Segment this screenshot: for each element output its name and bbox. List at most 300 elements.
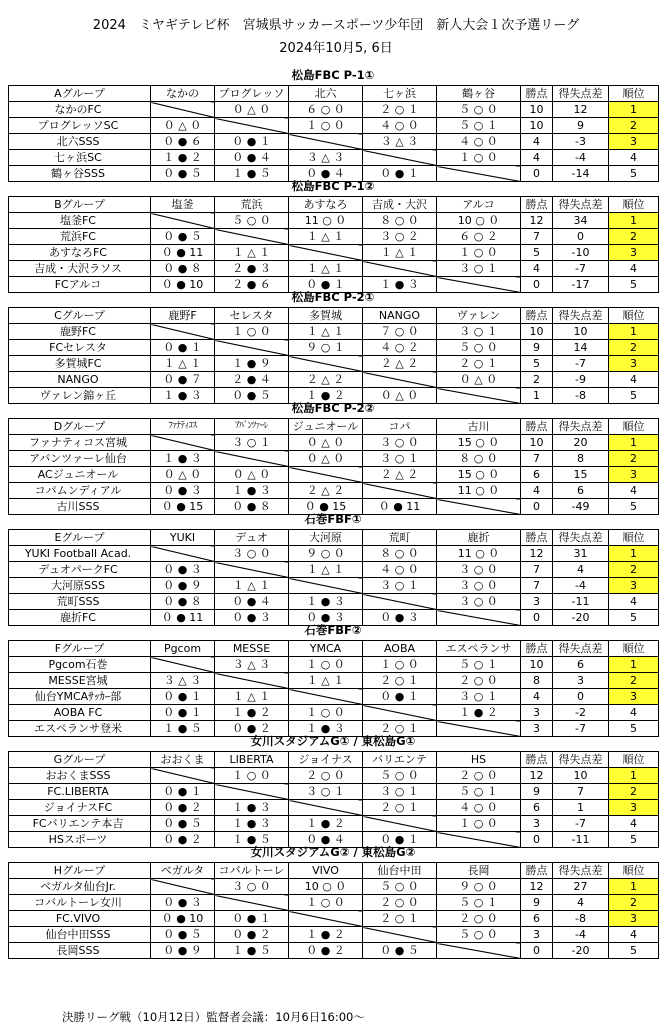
score-cell: ３ ○ １ bbox=[437, 324, 521, 340]
diff-cell: 12 bbox=[553, 102, 609, 118]
table-row bbox=[9, 705, 659, 721]
diff-cell: -17 bbox=[553, 277, 609, 293]
score-cell: ４ ○ ２ bbox=[363, 340, 437, 356]
diff-cell: -8 bbox=[553, 388, 609, 404]
score-cell: ２ ○ １ bbox=[363, 673, 437, 689]
diff-header: 得失点差 bbox=[553, 419, 609, 435]
self-match-cell bbox=[289, 134, 363, 150]
table-header-row bbox=[9, 197, 659, 213]
team-name: エスペランサ登米 bbox=[9, 721, 151, 737]
points-cell: 0 bbox=[521, 832, 553, 848]
rank-cell: 5 bbox=[609, 388, 659, 404]
score-cell: ５ ○ ０ bbox=[437, 927, 521, 943]
score-cell: ０ ● １ bbox=[215, 911, 289, 927]
score-cell: ０ ● ４ bbox=[215, 594, 289, 610]
score-cell: １ △ １ bbox=[215, 245, 289, 261]
team-name: ジョイナスFC bbox=[9, 800, 151, 816]
score-cell: ４ ○ ０ bbox=[437, 134, 521, 150]
rank-cell: 2 bbox=[609, 451, 659, 467]
venue-title: 松島FBC P-1① bbox=[291, 68, 375, 82]
score-cell: ０ ● ２ bbox=[289, 943, 363, 959]
rank-header: 順位 bbox=[609, 752, 659, 768]
score-cell: ５ ○ １ bbox=[437, 657, 521, 673]
diff-cell: -49 bbox=[553, 499, 609, 515]
score-cell: ０ ● ９ bbox=[151, 578, 215, 594]
score-cell: ５ ○ １ bbox=[437, 895, 521, 911]
opponent-header: ﾌｧﾅﾃｨｺｽ bbox=[151, 419, 215, 435]
diff-cell: -7 bbox=[553, 261, 609, 277]
score-cell: ８ ○ ０ bbox=[437, 451, 521, 467]
venue-title: 松島FBC P-2② bbox=[291, 401, 375, 415]
score-cell: ０ ● １ bbox=[151, 705, 215, 721]
score-cell: ０ ● ３ bbox=[215, 610, 289, 626]
points-header: 勝点 bbox=[521, 863, 553, 879]
opponent-header: 長岡 bbox=[437, 863, 521, 879]
opponent-header: 鹿野F bbox=[151, 308, 215, 324]
team-name: FC.LIBERTA bbox=[9, 784, 151, 800]
opponent-header: 鹿折 bbox=[437, 530, 521, 546]
score-cell: ３ ○ ２ bbox=[363, 229, 437, 245]
score-cell: ０ ● ４ bbox=[289, 832, 363, 848]
points-cell: 6 bbox=[521, 467, 553, 483]
table-header-row bbox=[9, 86, 659, 102]
score-cell: ５ ○ ０ bbox=[363, 768, 437, 784]
opponent-header: 荒浜 bbox=[215, 197, 289, 213]
table-row bbox=[9, 134, 659, 150]
points-cell: 12 bbox=[521, 768, 553, 784]
team-name: ヴァレン錦ヶ丘 bbox=[9, 388, 151, 404]
score-cell: ２ ● ４ bbox=[215, 372, 289, 388]
team-name: NANGO bbox=[9, 372, 151, 388]
score-cell: ０ ● ６ bbox=[151, 134, 215, 150]
diff-cell: 7 bbox=[553, 784, 609, 800]
score-cell: ３ △ ３ bbox=[151, 673, 215, 689]
diff-header: 得失点差 bbox=[553, 530, 609, 546]
table-row bbox=[9, 784, 659, 800]
score-cell: １ △ １ bbox=[289, 673, 363, 689]
rank-cell: 1 bbox=[609, 435, 659, 451]
self-match-cell bbox=[151, 546, 215, 562]
rank-header: 順位 bbox=[609, 419, 659, 435]
score-cell: ９ ○ １ bbox=[289, 340, 363, 356]
points-cell: 9 bbox=[521, 340, 553, 356]
rank-header: 順位 bbox=[609, 863, 659, 879]
score-cell: ３ ○ ０ bbox=[437, 578, 521, 594]
score-cell: ５ ○ ０ bbox=[437, 340, 521, 356]
score-cell: １ ○ ０ bbox=[363, 657, 437, 673]
rank-cell: 4 bbox=[609, 816, 659, 832]
score-cell: １ ○ ０ bbox=[289, 895, 363, 911]
table-row bbox=[9, 689, 659, 705]
self-match-cell bbox=[151, 657, 215, 673]
opponent-header: 七ヶ浜 bbox=[363, 86, 437, 102]
self-match-cell bbox=[151, 213, 215, 229]
score-cell: ３ △ ３ bbox=[215, 657, 289, 673]
self-match-cell bbox=[215, 118, 289, 134]
score-cell: １ ● ５ bbox=[215, 832, 289, 848]
score-cell: ６ ○ ０ bbox=[289, 102, 363, 118]
opponent-header: NANGO bbox=[363, 308, 437, 324]
score-cell: ２ ○ ０ bbox=[363, 895, 437, 911]
score-cell: ０ △ ０ bbox=[151, 118, 215, 134]
group-table bbox=[8, 529, 659, 626]
score-cell: ３ ○ １ bbox=[289, 784, 363, 800]
score-cell: ５ ○ １ bbox=[437, 784, 521, 800]
self-match-cell bbox=[215, 340, 289, 356]
self-match-cell bbox=[215, 673, 289, 689]
venue-title: 松島FBC P-1② bbox=[291, 179, 375, 193]
opponent-header: 塩釜 bbox=[151, 197, 215, 213]
diff-header: 得失点差 bbox=[553, 641, 609, 657]
points-cell: 10 bbox=[521, 102, 553, 118]
diff-cell: 0 bbox=[553, 689, 609, 705]
team-name: 荒浜FC bbox=[9, 229, 151, 245]
rank-cell: 1 bbox=[609, 657, 659, 673]
score-cell: ０ ● １ bbox=[363, 689, 437, 705]
self-match-cell bbox=[151, 768, 215, 784]
table-row bbox=[9, 816, 659, 832]
score-cell: ６ ○ ２ bbox=[437, 229, 521, 245]
team-name: コバルトーレ女川 bbox=[9, 895, 151, 911]
team-name: 塩釜FC bbox=[9, 213, 151, 229]
table-row bbox=[9, 118, 659, 134]
team-name: 長岡SSS bbox=[9, 943, 151, 959]
rank-cell: 4 bbox=[609, 261, 659, 277]
table-header-row bbox=[9, 530, 659, 546]
points-header: 勝点 bbox=[521, 197, 553, 213]
rank-cell: 2 bbox=[609, 784, 659, 800]
diff-cell: 10 bbox=[553, 324, 609, 340]
score-cell: １ ● ２ bbox=[289, 816, 363, 832]
table-row bbox=[9, 467, 659, 483]
score-cell: １ △ １ bbox=[215, 689, 289, 705]
score-cell: １ ● ３ bbox=[215, 800, 289, 816]
points-cell: 2 bbox=[521, 372, 553, 388]
score-cell: ０ ● １ bbox=[363, 166, 437, 182]
points-cell: 8 bbox=[521, 673, 553, 689]
table-row bbox=[9, 102, 659, 118]
score-cell: ０ ● ５ bbox=[363, 943, 437, 959]
opponent-header: なかの bbox=[151, 86, 215, 102]
score-cell: ２ ○ １ bbox=[363, 721, 437, 737]
rank-cell: 5 bbox=[609, 721, 659, 737]
score-cell: ３ ○ １ bbox=[437, 689, 521, 705]
rank-cell: 3 bbox=[609, 467, 659, 483]
score-cell: ３ ○ １ bbox=[363, 578, 437, 594]
opponent-header: ｱﾊﾞﾝﾂｧｰﾚ bbox=[215, 419, 289, 435]
score-cell: 11 ○ ０ bbox=[289, 213, 363, 229]
rank-cell: 2 bbox=[609, 340, 659, 356]
points-cell: 3 bbox=[521, 721, 553, 737]
rank-cell: 5 bbox=[609, 610, 659, 626]
opponent-header: YUKI bbox=[151, 530, 215, 546]
diff-cell: 6 bbox=[553, 483, 609, 499]
points-header: 勝点 bbox=[521, 419, 553, 435]
score-cell: ０ ● ２ bbox=[215, 721, 289, 737]
diff-cell: -7 bbox=[553, 816, 609, 832]
table-row bbox=[9, 911, 659, 927]
table-row bbox=[9, 562, 659, 578]
points-cell: 4 bbox=[521, 134, 553, 150]
team-name: あすなろFC bbox=[9, 245, 151, 261]
opponent-header: 吉成・大沢 bbox=[363, 197, 437, 213]
team-name: コパムンディアル bbox=[9, 483, 151, 499]
score-cell: ０ ● １ bbox=[289, 277, 363, 293]
table-row bbox=[9, 213, 659, 229]
opponent-header: 多賀城 bbox=[289, 308, 363, 324]
score-cell: ０ △ ０ bbox=[151, 467, 215, 483]
score-cell: １ ○ ０ bbox=[289, 657, 363, 673]
points-cell: 5 bbox=[521, 245, 553, 261]
score-cell: １ ● ３ bbox=[215, 816, 289, 832]
opponent-header: 大河原 bbox=[289, 530, 363, 546]
rank-cell: 3 bbox=[609, 911, 659, 927]
group-table bbox=[8, 862, 659, 959]
footer-note: 決勝リーグ戦（10月12日）監督者会議：10月6日16:00～ bbox=[62, 1010, 365, 1024]
score-cell: １ ● ２ bbox=[289, 388, 363, 404]
diff-header: 得失点差 bbox=[553, 86, 609, 102]
score-cell: ３ △ ３ bbox=[289, 150, 363, 166]
opponent-header: プログレッソ bbox=[215, 86, 289, 102]
score-cell: ０ △ ０ bbox=[215, 467, 289, 483]
team-name: 大河原SSS bbox=[9, 578, 151, 594]
self-match-cell bbox=[363, 150, 437, 166]
opponent-header: 仙台中田 bbox=[363, 863, 437, 879]
table-row bbox=[9, 372, 659, 388]
team-name: AOBA FC bbox=[9, 705, 151, 721]
score-cell: １ ○ ０ bbox=[215, 768, 289, 784]
venue-title: 石巻FBF① bbox=[304, 512, 362, 526]
score-cell: ０ ● ５ bbox=[151, 927, 215, 943]
team-name: FC.VIVO bbox=[9, 911, 151, 927]
score-cell: 10 ○ ０ bbox=[437, 213, 521, 229]
table-header-row bbox=[9, 419, 659, 435]
score-cell: 10 ○ ０ bbox=[289, 879, 363, 895]
team-name: FCアルコ bbox=[9, 277, 151, 293]
score-cell: ０ ● ３ bbox=[151, 483, 215, 499]
score-cell: 15 ○ ０ bbox=[437, 435, 521, 451]
points-header: 勝点 bbox=[521, 641, 553, 657]
self-match-cell bbox=[363, 927, 437, 943]
diff-cell: -11 bbox=[553, 832, 609, 848]
diff-cell: 31 bbox=[553, 546, 609, 562]
opponent-header: AOBA bbox=[363, 641, 437, 657]
rank-cell: 1 bbox=[609, 879, 659, 895]
score-cell: ０ ● 11 bbox=[151, 610, 215, 626]
self-match-cell bbox=[363, 372, 437, 388]
diff-cell: -20 bbox=[553, 610, 609, 626]
score-cell: ２ △ ２ bbox=[289, 372, 363, 388]
rank-cell: 4 bbox=[609, 594, 659, 610]
score-cell: ４ ○ ０ bbox=[437, 800, 521, 816]
score-cell: ８ ○ ０ bbox=[363, 213, 437, 229]
diff-header: 得失点差 bbox=[553, 863, 609, 879]
rank-header: 順位 bbox=[609, 197, 659, 213]
points-cell: 4 bbox=[521, 150, 553, 166]
table-row bbox=[9, 229, 659, 245]
team-name: ACジュニオール bbox=[9, 467, 151, 483]
diff-cell: -11 bbox=[553, 594, 609, 610]
diff-cell: 3 bbox=[553, 673, 609, 689]
opponent-header: LIBERTA bbox=[215, 752, 289, 768]
score-cell: １ ● ３ bbox=[289, 721, 363, 737]
points-cell: 12 bbox=[521, 879, 553, 895]
self-match-cell bbox=[215, 229, 289, 245]
score-cell: ０ ● 11 bbox=[363, 499, 437, 515]
rank-cell: 5 bbox=[609, 277, 659, 293]
self-match-cell bbox=[363, 816, 437, 832]
table-row bbox=[9, 800, 659, 816]
score-cell: ０ ● ３ bbox=[151, 895, 215, 911]
team-name: 仙台中田SSS bbox=[9, 927, 151, 943]
table-row bbox=[9, 245, 659, 261]
points-cell: 3 bbox=[521, 705, 553, 721]
score-cell: ０ △ ０ bbox=[289, 435, 363, 451]
opponent-header: 荒町 bbox=[363, 530, 437, 546]
rank-cell: 2 bbox=[609, 118, 659, 134]
score-cell: １ ○ ０ bbox=[437, 245, 521, 261]
rank-cell: 4 bbox=[609, 150, 659, 166]
table-header-row bbox=[9, 308, 659, 324]
score-cell: ３ ○ ０ bbox=[215, 879, 289, 895]
score-cell: ０ ● １ bbox=[151, 340, 215, 356]
points-cell: 4 bbox=[521, 689, 553, 705]
points-cell: 7 bbox=[521, 229, 553, 245]
table-header-row bbox=[9, 752, 659, 768]
opponent-header: ベガルタ bbox=[151, 863, 215, 879]
rank-cell: 2 bbox=[609, 673, 659, 689]
score-cell: ０ ● ２ bbox=[151, 800, 215, 816]
diff-cell: 34 bbox=[553, 213, 609, 229]
team-name: FCバリエンテ本吉 bbox=[9, 816, 151, 832]
points-cell: 7 bbox=[521, 451, 553, 467]
diff-cell: 20 bbox=[553, 435, 609, 451]
opponent-header: 鶴ヶ谷 bbox=[437, 86, 521, 102]
points-cell: 10 bbox=[521, 324, 553, 340]
score-cell: １ △ １ bbox=[363, 245, 437, 261]
opponent-header: コパ bbox=[363, 419, 437, 435]
table-row bbox=[9, 657, 659, 673]
rank-cell: 2 bbox=[609, 229, 659, 245]
diff-cell: -9 bbox=[553, 372, 609, 388]
score-cell: １ ● ２ bbox=[215, 705, 289, 721]
diff-cell: 15 bbox=[553, 467, 609, 483]
score-cell: ０ ● 15 bbox=[151, 499, 215, 515]
opponent-header: セレスタ bbox=[215, 308, 289, 324]
rank-cell: 5 bbox=[609, 499, 659, 515]
self-match-cell bbox=[289, 689, 363, 705]
rank-cell: 1 bbox=[609, 324, 659, 340]
self-match-cell bbox=[363, 705, 437, 721]
score-cell: ２ ○ １ bbox=[363, 911, 437, 927]
rank-cell: 1 bbox=[609, 213, 659, 229]
team-name: 吉成・大沢ラソス bbox=[9, 261, 151, 277]
group-table bbox=[8, 418, 659, 515]
score-cell: ０ ● 10 bbox=[151, 277, 215, 293]
points-cell: 7 bbox=[521, 562, 553, 578]
rank-header: 順位 bbox=[609, 308, 659, 324]
diff-cell: 27 bbox=[553, 879, 609, 895]
score-cell: ０ ● ２ bbox=[215, 927, 289, 943]
score-cell: １ ● ２ bbox=[437, 705, 521, 721]
points-cell: 5 bbox=[521, 356, 553, 372]
score-cell: １ ● ２ bbox=[151, 150, 215, 166]
group-table bbox=[8, 196, 659, 293]
diff-cell: 4 bbox=[553, 562, 609, 578]
rank-cell: 3 bbox=[609, 800, 659, 816]
team-name: 鹿折FC bbox=[9, 610, 151, 626]
table-row bbox=[9, 578, 659, 594]
diff-cell: 0 bbox=[553, 229, 609, 245]
table-row bbox=[9, 340, 659, 356]
team-name: 鹿野FC bbox=[9, 324, 151, 340]
score-cell: ０ ● ２ bbox=[151, 832, 215, 848]
points-cell: 4 bbox=[521, 483, 553, 499]
group-label: Eグループ bbox=[9, 530, 151, 546]
team-name: MESSE宮城 bbox=[9, 673, 151, 689]
team-name: 仙台YMCAｻｯｶｰ部 bbox=[9, 689, 151, 705]
table-row bbox=[9, 895, 659, 911]
team-name: プログレッソSC bbox=[9, 118, 151, 134]
diff-cell: -4 bbox=[553, 927, 609, 943]
score-cell: ０ ● １ bbox=[151, 784, 215, 800]
table-row bbox=[9, 483, 659, 499]
points-header: 勝点 bbox=[521, 530, 553, 546]
score-cell: 11 ○ ０ bbox=[437, 546, 521, 562]
score-cell: １ △ １ bbox=[215, 578, 289, 594]
opponent-header: コバルトーレ bbox=[215, 863, 289, 879]
points-cell: 10 bbox=[521, 657, 553, 673]
self-match-cell bbox=[151, 879, 215, 895]
score-cell: ８ ○ ０ bbox=[363, 546, 437, 562]
team-name: ベガルタ仙台Jr. bbox=[9, 879, 151, 895]
score-cell: ０ ● ５ bbox=[151, 816, 215, 832]
self-match-cell bbox=[289, 578, 363, 594]
points-cell: 0 bbox=[521, 277, 553, 293]
rank-cell: 4 bbox=[609, 705, 659, 721]
diff-header: 得失点差 bbox=[553, 752, 609, 768]
opponent-header: おおくま bbox=[151, 752, 215, 768]
opponent-header: 古川 bbox=[437, 419, 521, 435]
diff-cell: -3 bbox=[553, 134, 609, 150]
score-cell: ０ △ ０ bbox=[437, 372, 521, 388]
score-cell: ０ ● 15 bbox=[289, 499, 363, 515]
venue-title: 石巻FBF② bbox=[304, 623, 362, 637]
points-cell: 7 bbox=[521, 578, 553, 594]
table-row bbox=[9, 768, 659, 784]
page-date: 2024年10月5, 6日 bbox=[279, 41, 393, 56]
rank-cell: 3 bbox=[609, 356, 659, 372]
self-match-cell bbox=[215, 895, 289, 911]
opponent-header: ジョイナス bbox=[289, 752, 363, 768]
rank-cell: 3 bbox=[609, 134, 659, 150]
rank-cell: 2 bbox=[609, 562, 659, 578]
diff-cell: -2 bbox=[553, 705, 609, 721]
points-cell: 0 bbox=[521, 166, 553, 182]
table-row bbox=[9, 546, 659, 562]
points-cell: 4 bbox=[521, 261, 553, 277]
self-match-cell bbox=[151, 102, 215, 118]
rank-cell: 3 bbox=[609, 245, 659, 261]
rank-cell: 2 bbox=[609, 895, 659, 911]
self-match-cell bbox=[363, 594, 437, 610]
diff-cell: 9 bbox=[553, 118, 609, 134]
self-match-cell bbox=[363, 261, 437, 277]
score-cell: ５ ○ ０ bbox=[215, 213, 289, 229]
score-cell: ５ ○ ０ bbox=[437, 102, 521, 118]
diff-cell: -10 bbox=[553, 245, 609, 261]
score-cell: ０ ● ８ bbox=[215, 499, 289, 515]
